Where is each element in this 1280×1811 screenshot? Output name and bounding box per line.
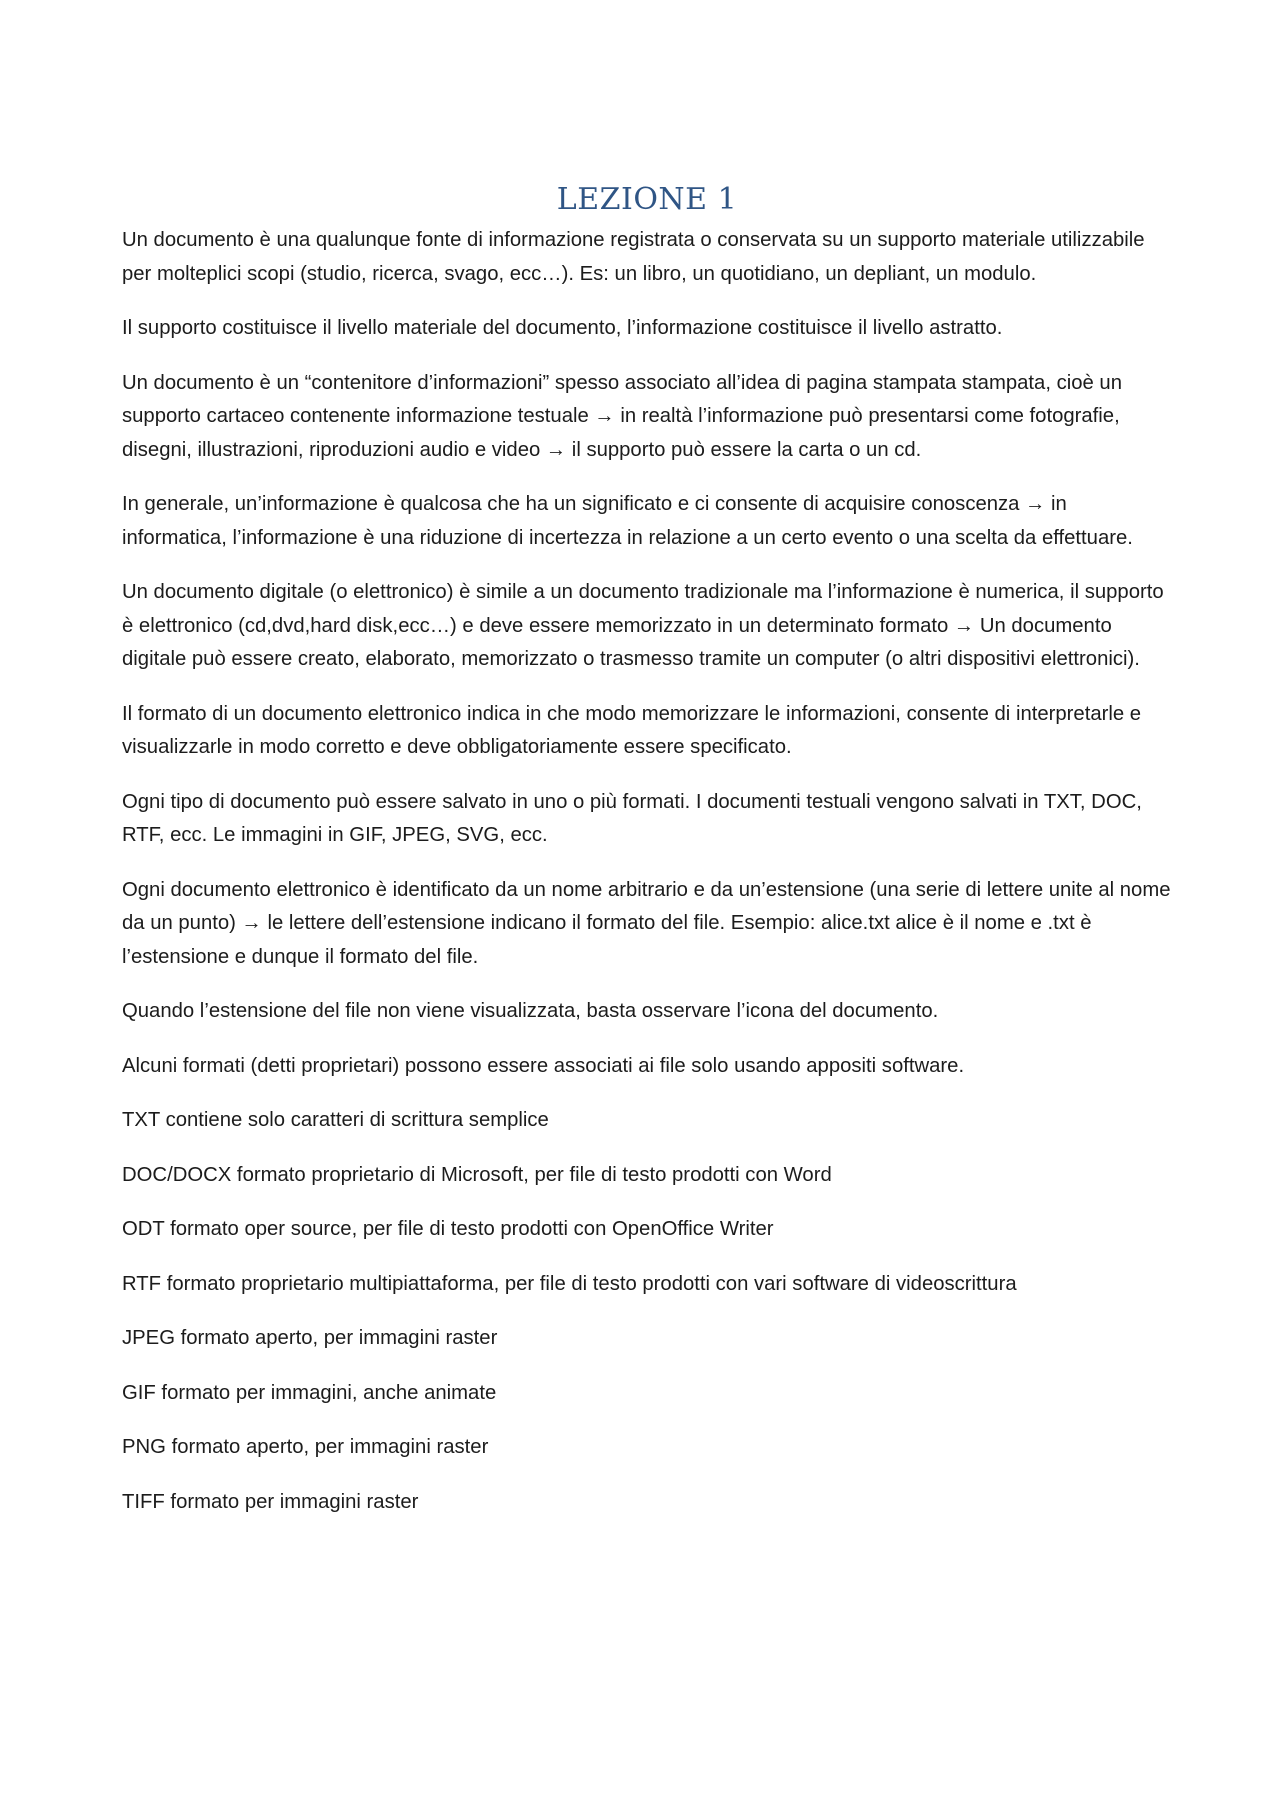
- list-item-png: PNG formato aperto, per immagini raster: [122, 1436, 489, 1458]
- page-title: LEZIONE 1: [556, 182, 738, 217]
- paragraph-definition: Un documento è una qualunque fonte di informazione registrata o conservata su un supporto materiale utilizzabile per molteplici scopi (studio, ricerca, svago, ecc…). Es: un libro, un quotidiano, un depliant, un modulo.: [122, 229, 1145, 285]
- list-item-tiff: TIFF formato per immagini raster: [122, 1490, 419, 1513]
- paragraph-estensione: Ogni documento elettronico è identificato da un nome arbitrario e da un’estensione (una serie di lettere unite al nome da un punto) → le lettere dell’estensione indicano il formato del file. Esempio: alice.txt alice è il nome e .txt è l’estensione e dunque il formato del file.: [122, 878, 1171, 968]
- list-item-rtf: RTF formato proprietario multipiattaforma, per file di testo prodotti con vari software di videoscrittura: [122, 1272, 1017, 1295]
- paragraph-formato: Il formato di un documento elettronico indica in che modo memorizzare le informazioni, consente di interpretarle e visualizzarle in modo corretto e deve obbligatoriamente essere specificato.: [122, 702, 1142, 758]
- paragraph-tipi-formato: Ogni tipo di documento può essere salvato in uno o più formati. I documenti testuali vengono salvati in TXT, DOC, RTF, ecc. Le immagini in GIF, JPEG, SVG, ecc.: [122, 790, 1142, 846]
- document-body: [122, 180, 1172, 1540]
- paragraph-documento-digitale: Un documento digitale (o elettronico) è simile a un documento tradizionale ma l’informazione è numerica, il supporto è elettronico (cd,dvd,hard disk,ecc…) e deve essere memorizzato in un determinato formato → Un documento digitale può essere creato, elaborato, memorizzato o trasmesso tramite un computer (o altri dispositivi elettronici).: [122, 581, 1164, 670]
- list-item-doc: DOC/DOCX formato proprietario di Microsoft, per file di testo prodotti con Word: [122, 1163, 832, 1186]
- list-item-txt: TXT contiene solo caratteri di scrittura semplice: [122, 1109, 549, 1131]
- paragraph-contenitore: Un documento è un “contenitore d’informazioni” spesso associato all’idea di pagina stampata stampata, cioè un supporto cartaceo contenente informazione testuale → in realtà l’informazione può presentarsi come fotografie, disegni, illustrazioni, riproduzioni audio e video → il supporto può essere la carta o un cd.: [122, 371, 1122, 461]
- list-item-odt: ODT formato oper source, per file di testo prodotti con OpenOffice Writer: [122, 1218, 774, 1240]
- paragraph-icona: Quando l’estensione del file non viene visualizzata, basta osservare l’icona del documento.: [122, 1000, 939, 1022]
- list-item-jpeg: JPEG formato aperto, per immagini raster: [122, 1327, 498, 1349]
- paragraph-informazione: In generale, un’informazione è qualcosa che ha un significato e ci consente di acquisire conoscenza → in informatica, l’informazione è una riduzione di incertezza in relazione a un certo evento o una scelta da effettuare.: [122, 493, 1133, 549]
- paragraph-supporto: Il supporto costituisce il livello materiale del documento, l’informazione costituisce il livello astratto.: [122, 317, 1003, 339]
- paragraph-proprietari: Alcuni formati (detti proprietari) possono essere associati ai file solo usando appositi software.: [122, 1054, 965, 1077]
- list-item-gif: GIF formato per immagini, anche animate: [122, 1381, 497, 1404]
